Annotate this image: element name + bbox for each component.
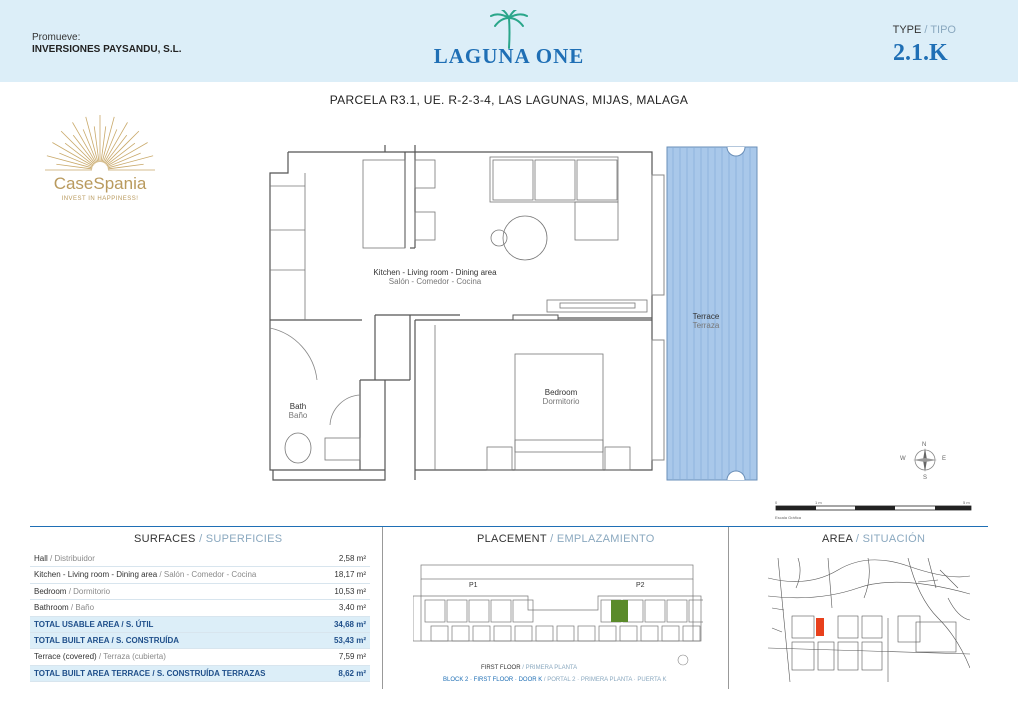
floor-label-es: / PRIMERA PLANTA xyxy=(522,665,578,671)
row-label-es: / Salón - Comedor - Cocina xyxy=(159,570,257,580)
row-label-es: / Baño xyxy=(70,603,95,613)
building-plan-drawing xyxy=(413,560,703,668)
bedroom-label-en: Bedroom xyxy=(544,388,578,397)
p1-label: P1 xyxy=(469,582,478,589)
type-label xyxy=(893,24,956,36)
area-title-es: / SITUACIÓN xyxy=(855,533,926,545)
row-value: 7,59 m² xyxy=(338,652,366,662)
placement-title-es: / EMPLAZAMIENTO xyxy=(550,533,655,545)
floor-plan xyxy=(255,140,775,485)
parcel-address: PARCELA R3.1, UE. R-2-3-4, LAS LAGUNAS, MIJAS, MALAGA xyxy=(329,93,689,107)
surfaces-title-en: SURFACES xyxy=(134,533,196,545)
scale-tick-0: 0 xyxy=(775,500,778,505)
casespania-logo xyxy=(40,112,160,212)
row-value: 18,17 m² xyxy=(334,570,366,580)
bedroom-label-es: Dormitorio xyxy=(542,397,580,406)
row-label: TOTAL BUILT AREA TERRACE xyxy=(34,668,151,678)
placement-plan xyxy=(413,560,703,690)
area-title xyxy=(822,533,925,545)
block-label-es: / PORTAL 2 · PRIMERA PLANTA · PUERTA K xyxy=(543,677,667,683)
logo-text: LAGUNA ONE xyxy=(433,44,585,68)
section-divider xyxy=(30,526,988,527)
floor-label-en: FIRST FLOOR xyxy=(481,665,521,671)
row-label: Terrace (covered) xyxy=(34,652,97,662)
row-value: 34,68 m² xyxy=(333,619,366,629)
compass-s: S xyxy=(923,475,928,481)
row-label: Hall xyxy=(34,554,48,563)
row-label: TOTAL BUILT AREA xyxy=(34,635,110,645)
area-title-en: AREA xyxy=(822,533,853,545)
bath-label-es: Baño xyxy=(288,411,308,420)
surfaces-title xyxy=(134,533,282,545)
table-row xyxy=(30,551,370,567)
table-row xyxy=(30,649,370,665)
row-label-es: / Distribuidor xyxy=(50,554,95,563)
promoter-label: Promueve: xyxy=(32,32,81,43)
compass-icon xyxy=(898,444,952,488)
type-value: 2.1.K xyxy=(893,40,948,66)
placement-title-en: PLACEMENT xyxy=(477,533,547,545)
scale-bar xyxy=(775,500,975,524)
row-label-es: / Terraza (cubierta) xyxy=(98,652,166,662)
area-map xyxy=(768,558,970,682)
table-row-total xyxy=(30,617,370,633)
p2-label: P2 xyxy=(636,582,645,589)
surfaces-title-es: / SUPERFICIES xyxy=(199,533,283,545)
sunburst-icon xyxy=(40,112,160,174)
terrace-label-es: Terraza xyxy=(692,321,720,330)
table-row xyxy=(30,584,370,600)
scale-tick-5: 5 m xyxy=(963,500,970,505)
table-row-total xyxy=(30,666,370,682)
laguna-one-logo xyxy=(419,10,599,72)
bedroom-label xyxy=(526,388,596,406)
row-value: 2,58 m² xyxy=(338,554,366,563)
selected-unit-marker xyxy=(611,600,628,622)
row-label-es: / Dormitorio xyxy=(68,586,111,596)
row-label: Kitchen - Living room - Dining area xyxy=(34,570,158,580)
terrace-label xyxy=(676,312,736,330)
scale-tick-1: 1 m xyxy=(815,500,822,505)
kitchen-label-en: Kitchen - Living room - Dining area xyxy=(373,268,497,277)
block-label xyxy=(443,677,667,683)
row-value: 10,53 m² xyxy=(334,586,366,596)
row-label: Bedroom xyxy=(34,586,67,596)
row-label-es: / S. CONSTRUÍDA TERRAZAS xyxy=(152,668,266,678)
row-value: 8,62 m² xyxy=(338,668,366,678)
brand-tagline: INVEST IN HAPPINESS! xyxy=(61,196,139,202)
scale-label: Escala Gráfica xyxy=(775,515,802,520)
table-row-total xyxy=(30,633,370,649)
row-value: 53,43 m² xyxy=(333,635,366,645)
row-value: 3,40 m² xyxy=(338,603,366,613)
column-divider xyxy=(728,527,729,689)
floor-label xyxy=(481,665,577,671)
kitchen-label xyxy=(355,268,515,286)
header-band xyxy=(0,0,1018,82)
area-map-drawing xyxy=(768,558,970,682)
row-label-es: / S. CONSTRUÍDA xyxy=(111,635,180,645)
row-label-es: / S. ÚTIL xyxy=(121,619,154,629)
placement-title xyxy=(477,533,655,545)
surfaces-table xyxy=(30,551,370,682)
location-marker xyxy=(816,618,824,636)
promoter-name: INVERSIONES PAYSANDU, S.L. xyxy=(32,44,182,55)
compass-n: N xyxy=(922,442,927,448)
block-label-en: BLOCK 2 · FIRST FLOOR · DOOR K xyxy=(443,677,543,683)
column-divider xyxy=(382,527,383,689)
bath-label-en: Bath xyxy=(289,402,307,411)
type-label-es: / TIPO xyxy=(924,24,956,36)
type-label-en: TYPE xyxy=(892,24,922,36)
kitchen-label-es: Salón - Comedor - Cocina xyxy=(388,277,482,286)
row-label: Bathroom xyxy=(34,603,69,613)
brand-name: CaseSpania xyxy=(53,174,147,193)
row-label: TOTAL USABLE AREA xyxy=(34,619,120,629)
compass-w: W xyxy=(900,456,906,462)
terrace-label-en: Terrace xyxy=(692,312,720,321)
table-row xyxy=(30,600,370,616)
bath-label xyxy=(280,402,316,420)
table-row xyxy=(30,567,370,583)
compass-e: E xyxy=(942,456,947,462)
